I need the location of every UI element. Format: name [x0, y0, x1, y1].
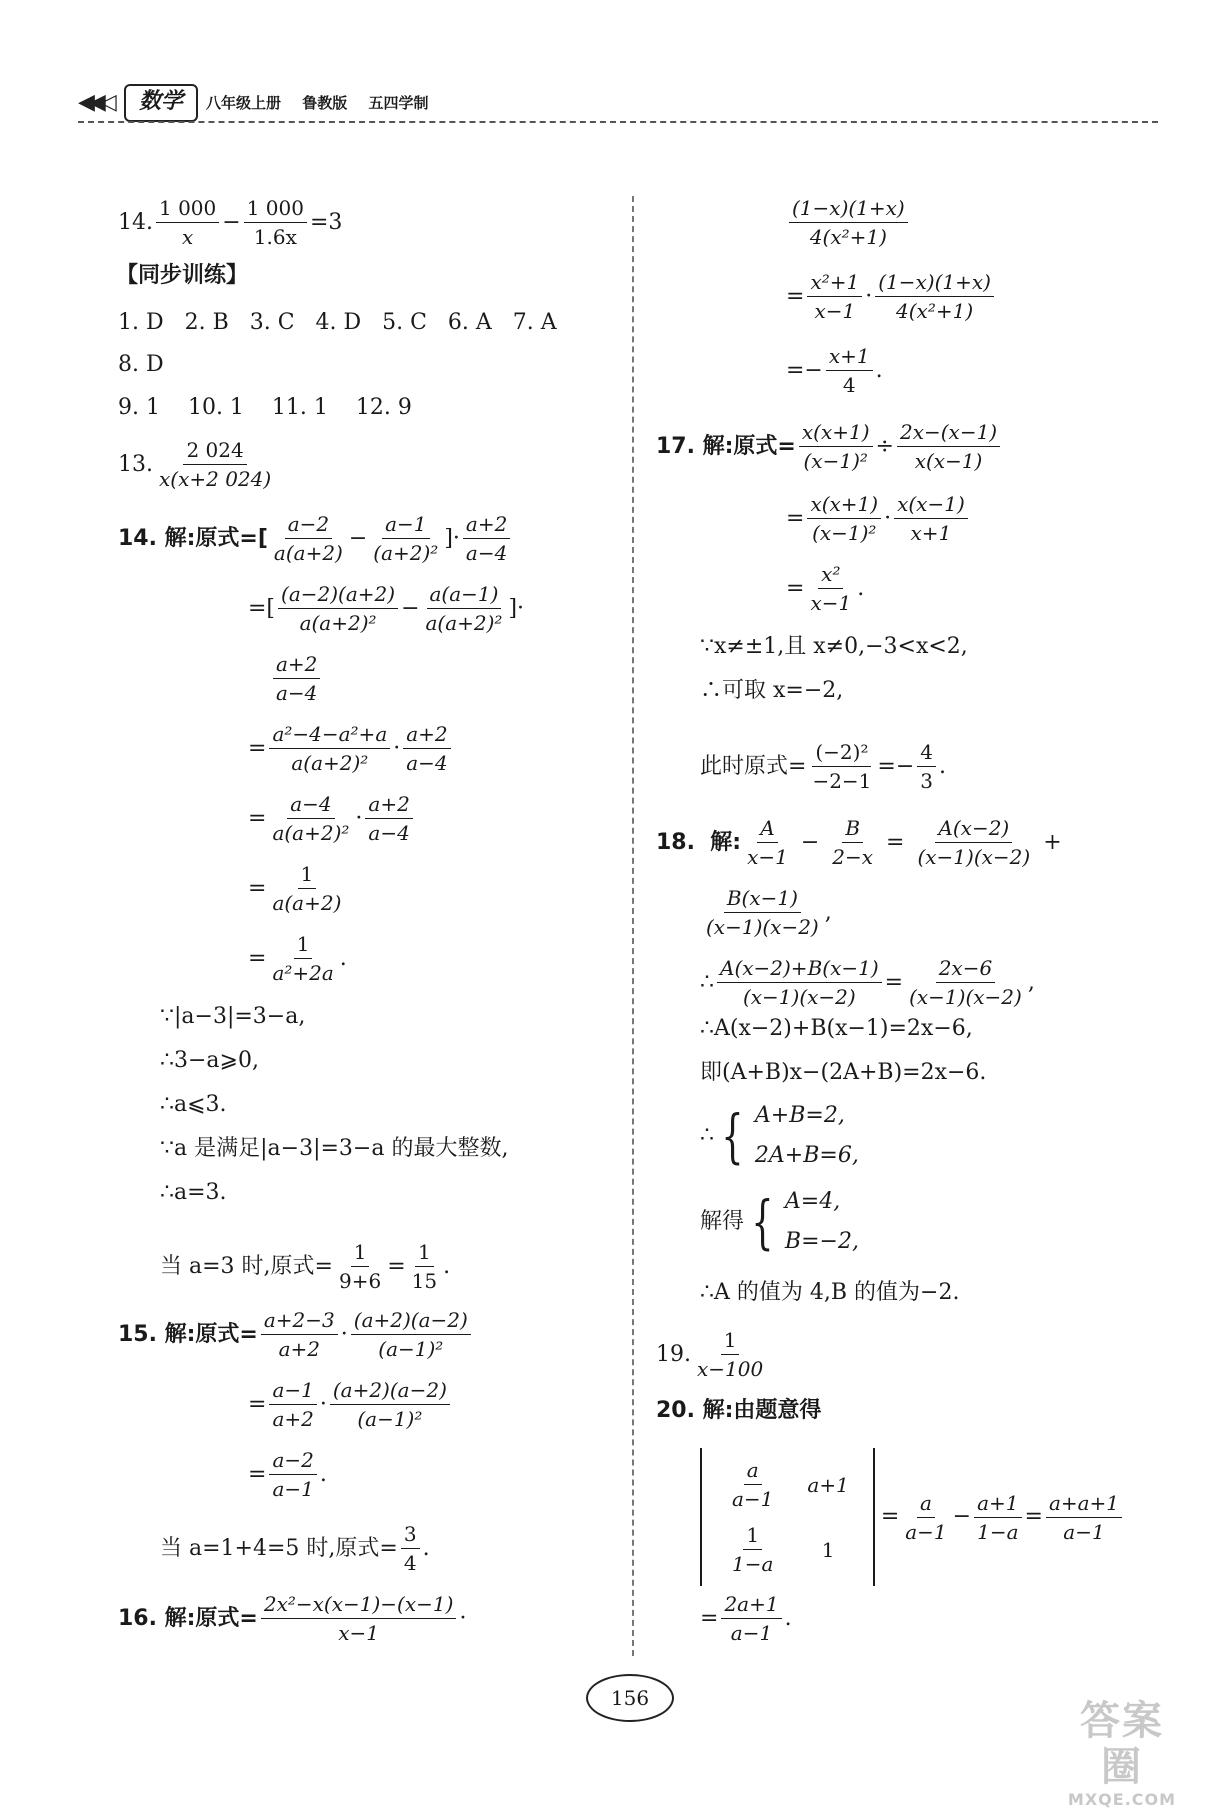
fraction: $\frac{1 000}{1.6x}$	[244, 196, 307, 249]
header-divider	[78, 121, 1158, 123]
answer-18-line2: $\frac{B(x-1)}{(x-1)(x-2)}$ ,	[706, 886, 832, 939]
edition-label: 鲁教版	[302, 94, 348, 112]
answer-18-step2: 即(A+B)x−(2A+B)=2x−6.	[700, 1060, 987, 1085]
system-label: 五四学制	[368, 94, 429, 112]
answer-17-line1: 17. 解:原式= $\frac{x(x+1)}{\text{(x−1)²}}$ ÷ $\frac{2x-(x-1)}{x(x-1)}$	[656, 420, 1003, 473]
answer-14-step1: ∵|a−3|=3−a,	[160, 1004, 306, 1029]
watermark-logo: 答案圈 MXQE.COM	[1067, 1698, 1177, 1809]
answer-14-line7: = $\frac{1}{\text{a²+2a}}$ .	[248, 932, 347, 985]
answer-14-line6: = $\frac{1}{a(a+2)}$	[248, 862, 342, 915]
brace-icon: {	[751, 1188, 774, 1256]
brace-icon: {	[721, 1102, 744, 1170]
answer-15-line3: = $\frac{a-2}{a-1}$ .	[248, 1448, 327, 1501]
answer-17-step1: ∵x≠±1,且 x≠0,−3<x<2,	[700, 634, 968, 659]
answer-14-step3: ∴a⩽3.	[160, 1092, 227, 1117]
answer-14-step5: ∴a=3.	[160, 1180, 227, 1205]
page-number: 156	[586, 1674, 674, 1722]
answer-20-head: 20. 解:由题意得	[656, 1398, 822, 1423]
answer-14-line4: = $\frac{\text{a²−4−a²+a}}{\text{a(a+2)²}}$ · $\frac{a+2}{a-4}$	[248, 722, 454, 775]
answer-16-cont3: =− $\frac{x+1}{4}$ .	[786, 344, 883, 397]
grade-label: 八年级上册	[206, 94, 282, 112]
answer-14-line5: = $\frac{a-4}{\text{a(a+2)²}}$ · $\frac{a+2}{a-4}$	[248, 792, 416, 845]
answer-17-line2: = $\frac{x(x+1)}{\text{(x−1)²}}$ · $\frac{x(x-1)}{x+1}$	[786, 492, 971, 545]
answer-20-determinant: $\frac{a}{a-1}$ a+1 $\frac{1}{1-a}$ 1 = $\frac{a}{a-1}$ − $\frac{a+1}{1-a}$ = $\frac{a+a+1}{a-1}$	[700, 1448, 1125, 1586]
determinant: $\frac{a}{a-1}$ a+1 $\frac{1}{1-a}$ 1	[700, 1448, 875, 1586]
fraction: $\frac{1 000}{x}$	[156, 196, 219, 249]
answer-18-result: ∴A 的值为 4,B 的值为−2.	[700, 1280, 960, 1305]
answer-14-line1: 14. 解:原式=[ $\frac{a-2}{a(a+2)}$ − $\frac{a-1}{\text{(a+2)²}}$ ]· $\frac{a+2}{a-4}$	[118, 512, 513, 565]
answer-20-final: = $\frac{2a+1}{a-1}$ .	[700, 1592, 792, 1645]
subject-badge: 数学	[124, 84, 198, 122]
answer-14-line2: =[ $\frac{(a-2)(a+2)}{\text{a(a+2)²}}$ − $\frac{a(a-1)}{\text{a(a+2)²}}$ ]·	[248, 582, 525, 635]
answer-17-result: 此时原式= $\frac{\text{(−2)²}}{-2-1}$ =− $\frac{4}{3}$ .	[700, 740, 947, 793]
fill-answers: 9. 1 10. 1 11. 1 12. 9	[118, 395, 412, 420]
answer-15-result: 当 a=1+4=5 时,原式= $\frac{3}{4}$ .	[160, 1522, 430, 1575]
mc-answers-row2: 8. D	[118, 352, 164, 377]
section-title: 【同步训练】	[116, 263, 249, 288]
answer-14-result: 当 a=3 时,原式= $\frac{1}{9+6}$ = $\frac{1}{15}$ .	[160, 1240, 451, 1293]
answer-15-line1: 15. 解:原式= $\frac{a+2-3}{a+2}$ · $\frac{(a+2)(a-2)}{\text{(a−1)²}}$	[118, 1308, 474, 1361]
answer-16-cont1: $\frac{(1-x)(1+x)}{\text{4(x²+1)}}$	[786, 196, 911, 249]
answer-18-line3: ∴ $\frac{A(x-2)+B(x-1)}{(x-1)(x-2)}$ = $\frac{2x-6}{(x-1)(x-2)}$ ,	[700, 956, 1035, 1009]
answer-16-line1: 16. 解:原式= $\frac{\text{2x²−x(x−1)−(x−1)}}{x-1}$ ·	[118, 1592, 467, 1645]
answer-17-step2: ∴可取 x=−2,	[700, 678, 844, 703]
answer-19: 19. $\frac{1}{x-100}$	[656, 1328, 764, 1381]
answer-14-step4: ∵a 是满足|a−3|=3−a 的最大整数,	[160, 1136, 509, 1161]
header-info	[206, 92, 445, 113]
mc-answers-row1: 1. D 2. B 3. C 4. D 5. C 6. A 7. A	[118, 310, 557, 335]
page-header	[78, 84, 1158, 124]
answer-18-system1: ∴ { A+B=2, 2A+B=6,	[700, 1102, 859, 1170]
answer-18-system2: 解得 { A=4, B=−2,	[700, 1188, 859, 1256]
answer-14-step2: ∴3−a⩾0,	[160, 1048, 259, 1073]
column-divider	[632, 196, 634, 1656]
arrows-icon: ◀◀◁	[78, 90, 111, 115]
answer-16-cont2: = $\frac{\text{x²+1}}{x-1}$ · $\frac{(1-x)(1+x)}{\text{4(x²+1)}}$	[786, 270, 997, 323]
answer-17-line3: = $\frac{\text{x²}}{x-1}$ .	[786, 562, 865, 615]
answer-18-line1: 18. 解: $\frac{A}{x-1}$ − $\frac{B}{2-x}$ = $\frac{A(x-2)}{(x-1)(x-2)}$ +	[656, 816, 1062, 869]
answer-14-prev: 14. $\frac{1 000}{x}$ − $\frac{1 000}{1.6x}$ =3	[118, 196, 343, 249]
answer-15-line2: = $\frac{a-1}{a+2}$ · $\frac{(a+2)(a-2)}{\text{(a−1)²}}$	[248, 1378, 453, 1431]
answer-18-step1: ∴A(x−2)+B(x−1)=2x−6,	[700, 1016, 973, 1041]
answer-13: 13. $\frac{2 024}{x(x+2 024)}$	[118, 438, 272, 491]
answer-14-line3: $\frac{a+2}{a-4}$	[270, 652, 323, 705]
